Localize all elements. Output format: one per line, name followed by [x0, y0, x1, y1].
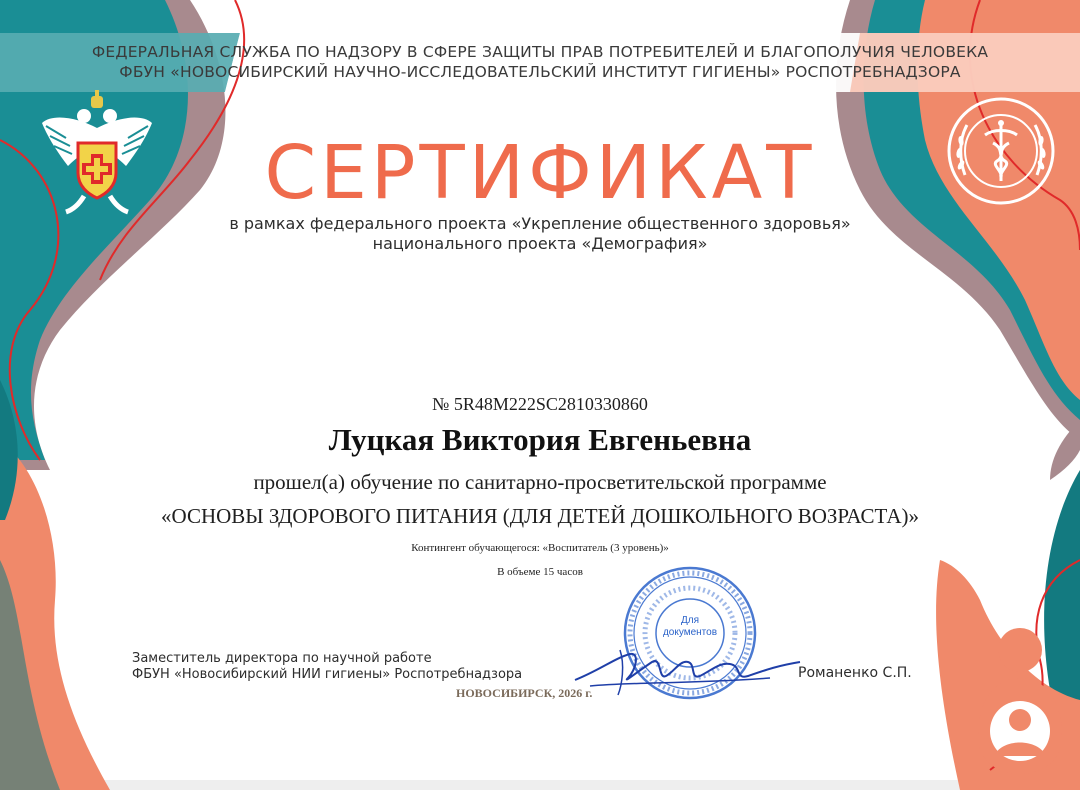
volume-text: В объеме 15 часов [497, 566, 583, 578]
stamp-center-line2: документов [662, 627, 718, 638]
recipient-name: Луцкая Виктория Евгеньевна [328, 422, 752, 457]
header-agency-line: ФЕДЕРАЛЬНАЯ СЛУЖБА ПО НАДЗОРУ В СФЕРЕ ЗАЩИТЫ ПРАВ ПОТРЕБИТЕЛЕЙ И БЛАГОПОЛУЧИЯ ЧЕЛОВЕКА [91, 43, 989, 61]
city-year: НОВОСИБИРСК, 2026 г. [456, 686, 593, 700]
person-in-circle-logo-icon [968, 626, 1072, 776]
certificate-title: СЕРТИФИКАТ [264, 130, 816, 216]
project-subtitle-line2: национального проекта «Демография» [372, 234, 708, 253]
signer-position-line1: Заместитель директора по научной работе [132, 651, 432, 666]
project-subtitle-line1: в рамках федерального проекта «Укрепление общественного здоровья» [229, 214, 851, 233]
handwritten-signature [570, 640, 810, 700]
certificate-number: № 5R48M222SC2810330860 [432, 394, 648, 414]
header-institute-line: ФБУН «НОВОСИБИРСКИЙ НАУЧНО-ИССЛЕДОВАТЕЛЬСКИЙ ИНСТИТУТ ГИГИЕНЫ» РОСПОТРЕБНАДЗОРА [119, 63, 961, 81]
program-title: «ОСНОВЫ ЗДОРОВОГО ПИТАНИЯ (ДЛЯ ДЕТЕЙ ДОШКОЛЬНОГО ВОЗРАСТА)» [161, 504, 919, 528]
completion-statement: прошел(а) обучение по санитарно-просветительской программе [253, 470, 827, 494]
stamp-center-line1: Для [680, 615, 700, 626]
signer-position-line2: ФБУН «Новосибирский НИИ гигиены» Роспотребнадзора [132, 667, 523, 682]
contingent-text: Контингент обучающегося: «Воспитатель (3 уровень)» [411, 542, 669, 554]
signer-name: Романенко С.П. [798, 665, 912, 681]
